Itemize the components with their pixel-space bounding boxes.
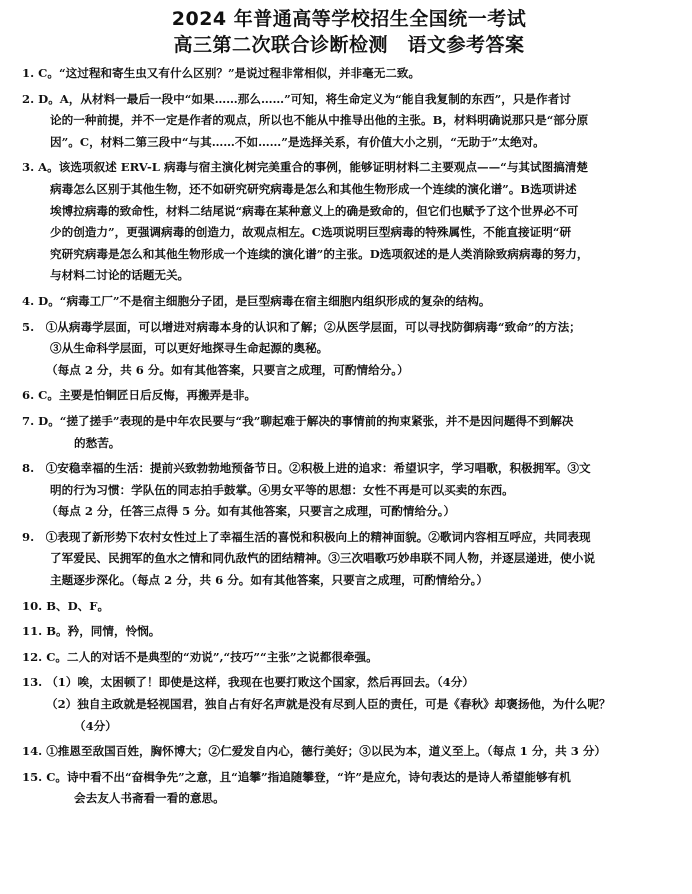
answer-item-5	[22, 317, 676, 382]
answer-line: 9. ①表现了新形势下农村女性过上了幸福生活的喜悦和积极向上的精神面貌。②歌词内容相互呼应，共同表现	[22, 529, 591, 544]
answer-item-14	[22, 741, 676, 763]
answer-line: 8. ①安稳幸福的生活：提前兴致勃勃地预备节日。②积极上进的追求：希望识字，学习唱歌，积极拥军。③文	[22, 461, 591, 476]
answer-line: 14. ①推恩至敌国百姓，胸怀博大；②仁爱发自内心，德行美好；③以民为本，道义至上。（每点 1 分，共 3 分）	[22, 744, 607, 759]
answer-item-11	[22, 621, 676, 643]
answer-item-10	[22, 596, 676, 618]
answer-line: 4. D。“病毒工厂”不是宿主细胞分子团，是巨型病毒在宿主细胞内组织形成的复杂的结构。	[22, 293, 491, 308]
answer-line: 5. ①从病毒学层面，可以增进对病毒本身的认识和了解；②从医学层面，可以寻找防御病毒“致命”的方法；	[22, 319, 581, 334]
answer-line: 6. C。主要是怕铜匠日后反悔，再搬弄是非。	[22, 388, 257, 403]
page-subtitle: 高三第二次联合诊断检测 语文参考答案	[173, 34, 525, 56]
answer-item-15	[22, 767, 676, 810]
answer-item-6	[22, 385, 676, 407]
answer-item-9	[22, 527, 676, 592]
answer-line: 15. C。诗中看不出“奋楫争先”之意，且“追攀”指追随攀登，“许”是应允，诗句表达的是诗人希望能够有机	[22, 769, 571, 784]
page-title: 2024 年普通高等学校招生全国统一考试	[171, 8, 527, 30]
scoring-note: （每点 2 分，共 6 分。如有其他答案，只要言之成理，可酌情给分。）	[46, 362, 409, 377]
answer-line: 主题逐步深化。（每点 2 分，共 6 分。如有其他答案，只要言之成理，可酌情给分。）	[50, 573, 489, 588]
answer-line: 会去友人书斋看一看的意思。	[74, 791, 225, 806]
answer-line: 论的一种前提，并不一定是作者的观点，所以也不能从中推导出他的主张。B，材料明确说那只是“部分原	[50, 113, 589, 128]
answer-line: 病毒怎么区别于其他生物，还不如研究研究病毒是怎么和其他生物形成一个连续的演化谱”。B选项讲述	[50, 181, 577, 196]
answer-line: （2）独自主政就是轻视国君，独自占有好名声就是没有尽到人臣的责任，可是《春秋》却褒扬他，为什么呢？	[46, 697, 611, 712]
answer-line: 7. D。“搓了搓手”表现的是中年农民要与“我”聊起难于解决的事情前的拘束紧张，并不是因问题得不到解决	[22, 413, 574, 428]
answer-item-1	[22, 63, 676, 85]
answer-line: 埃博拉病毒的致命性，材料二结尾说“病毒在某种意义上的确是致命的，但它们也赋予了这个世界必不可	[50, 203, 579, 218]
answer-item-4	[22, 291, 676, 313]
answer-line: 3. A。该选项叙述 ERV-L 病毒与宿主演化树完美重合的事例，能够证明材料二主要观点——“与其试图搞清楚	[22, 160, 588, 175]
answer-line: 2. D。A，从材料一最后一段中“如果……那么……”可知，将生命定义为“能自我复制的东西”，只是作者讨	[22, 91, 571, 106]
answer-item-7	[22, 411, 676, 454]
answer-line: ③从生命科学层面，可以更好地探寻生命起源的奥秘。	[50, 341, 329, 356]
answer-line: 了军爱民、民拥军的鱼水之情和同仇敌忾的团结精神。③三次唱歌巧妙串联不同人物，并逐层递进，使小说	[50, 551, 595, 566]
answer-item-12	[22, 647, 676, 669]
answer-item-13	[22, 672, 676, 737]
scoring-note: （每点 2 分，任答三点得 5 分。如有其他答案，只要言之成理，可酌情给分。）	[46, 504, 456, 519]
answer-line: （4分）	[74, 718, 117, 733]
answer-line: 的愁苦。	[74, 435, 121, 450]
answer-line: 因”。C，材料二第三段中“与其……不如……”是选择关系，有价值大小之别，“无助于”太绝对。	[50, 134, 545, 149]
answer-line: 明的行为习惯：学队伍的同志拍手鼓掌。④男女平等的思想：女性不再是可以买卖的东西。	[50, 482, 514, 497]
answer-line: 1. C。“这过程和寄生虫又有什么区别？”是说过程非常相似，并非毫无二致。	[22, 66, 421, 80]
answer-line: 13. （1）唉，太困顿了！即使是这样，我现在也要打败这个国家，然后再回去。（4分）	[22, 675, 474, 690]
answer-line: 11. B。矜，同情，怜悯。	[22, 624, 161, 639]
answer-line: 10. B、D、F。	[22, 598, 110, 613]
answer-line: 究研究病毒是怎么和其他生物形成一个连续的演化谱”的主张。D选项叙述的是人类消除致病病毒的努力，	[50, 246, 589, 261]
answer-line: 与材料二讨论的话题无关。	[50, 268, 190, 283]
answer-item-2	[22, 89, 676, 154]
answer-line: 12. C。二人的对话不是典型的“劝说”,“技巧”“主张”之说都很牵强。	[22, 649, 378, 664]
answer-item-3	[22, 157, 676, 287]
answer-item-8	[22, 458, 676, 523]
answer-line: 少的创造力”，更强调病毒的创造力，故观点相左。C选项说明巨型病毒的特殊属性，不能直接证明“研	[50, 225, 572, 240]
